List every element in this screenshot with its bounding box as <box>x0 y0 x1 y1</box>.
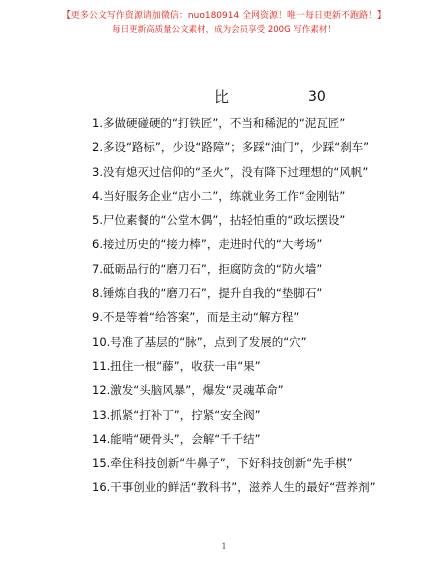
list-item: 16.干事创业的鲜活“教科书”，滋养人生的最好“营养剂” <box>92 480 376 495</box>
phrase-list <box>92 113 432 502</box>
list-item: 11.扭住一根“藤”，收获一串“果” <box>92 358 261 373</box>
list-item: 7.砥砺品行的“磨刀石”，拒腐防贪的“防火墙” <box>92 261 323 276</box>
list-item: 9.不是等着“给答案”，而是主动“解方程” <box>92 310 300 325</box>
list-item: 13.抓紧“打补丁”，拧紧“安全阀” <box>92 407 261 422</box>
list-item: 15.牵住科技创新“牛鼻子”，下好科技创新“先手棋” <box>92 456 353 471</box>
list-item: 10.号准了基层的“脉”，点到了发展的“穴” <box>92 334 307 349</box>
page-number: 1 <box>221 542 227 551</box>
promo-banner-line-1: 【更多公文写作资源请加微信：nuo180914 全网资源！唯一每日更新不跑路！】 <box>61 11 387 21</box>
list-item: 8.锤炼自我的“磨刀石”，提升自我的“垫脚石” <box>92 286 323 301</box>
document-title-count: 30 <box>308 89 326 105</box>
list-item: 12.激发“头脑风暴”，爆发“灵魂革命” <box>92 383 284 398</box>
list-item: 1.多做硬碰硬的“打铁匠”，不当和稀泥的“泥瓦匠” <box>92 116 346 130</box>
document-title: 比 <box>214 88 230 106</box>
list-item: 2.多设“路标”，少设“路障”；多踩“油门”，少踩“刹车” <box>92 140 370 155</box>
list-item: 6.接过历史的“接力棒”，走进时代的“大考场” <box>92 237 323 252</box>
list-item: 4.当好服务企业“店小二”，练就业务工作“金刚钻” <box>92 188 346 203</box>
promo-banner-line-2: 每日更新高质量公文素材，成为会员享受 200G 写作素材！ <box>112 25 336 35</box>
list-item: 14.能啃“硬骨头”，会解“千千结” <box>92 431 261 446</box>
list-item: 3.没有熄灭过信仰的“圣火”，没有降下过理想的“风帆” <box>92 164 369 179</box>
list-item: 5.尸位素餐的“公堂木偶”，拈轻怕重的“政坛摆设” <box>92 213 346 228</box>
